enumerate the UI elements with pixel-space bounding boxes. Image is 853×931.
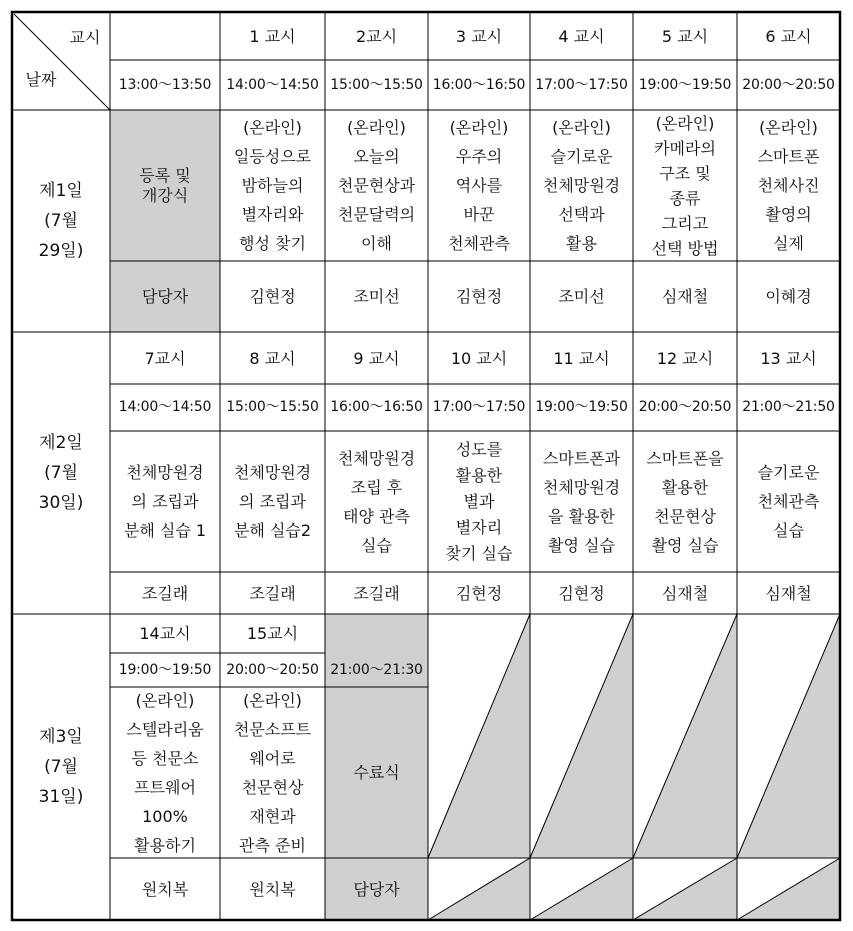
corner-label-period: 교시 [69,27,101,47]
period-header-6: 6 교시 [765,26,812,46]
day1-session-5: (온라인) 카메라의 구조 및 종류 그리고 선택 방법 [651,113,719,258]
day3-instructor-14: 원치복 [141,879,189,899]
day1-session-3: (온라인) 우주의 역사를 바꾼 천체관측 [448,118,510,253]
closing-ceremony: 수료식 [353,763,400,782]
day2-period-13: 13 교시 [760,348,817,368]
period-header-2: 2교시 [355,26,398,46]
opening-ceremony: 등록 및 개강식 [139,165,191,205]
day1-session-6: (온라인) 스마트폰 천체사진 촬영의 실제 [757,118,820,253]
day2-session-10: 성도를 활용한 별과 별자리 찾기 실습 [445,439,513,563]
time-header-3: 16:00～16:50 [432,76,526,93]
time-header-4: 17:00～17:50 [535,76,628,93]
day2-session-12: 스마트폰을 활용한 천문현상 촬영 실습 [646,448,724,555]
day1-instructor-3: 김현정 [455,287,503,306]
time-header-1: 14:00～14:50 [226,76,319,93]
day3-session-15: (온라인) 천문소프트 웨어로 천문현상 재현과 관측 준비 [233,690,312,855]
day2-time-7: 21:00～21:50 [742,399,835,415]
day3-manager-label: 담당자 [353,879,400,899]
day1-instructor-4: 조미선 [558,287,605,306]
day1-session-2: (온라인) 오늘의 천문현상과 천문달력의 이해 [337,118,416,253]
day2-session-8: 천체망원경 의 조립과 분해 실습2 [233,463,312,540]
corner-label-date: 날짜 [25,69,57,89]
day1-session-1: (온라인) 일등성으로 밤하늘의 별자리와 행성 찾기 [233,118,312,253]
time-header-6: 20:00～20:50 [742,76,835,93]
day2-time-1: 14:00～14:50 [118,399,212,415]
day2-period-7: 7교시 [144,348,186,368]
day2-period-12: 12 교시 [656,348,714,368]
day2-session-9: 천체망원경 조립 후 태양 관측 실습 [337,448,416,555]
day2-instructor-12: 심재철 [661,583,709,603]
day1-instructor-1: 김현정 [249,287,296,306]
day2-time-6: 20:00～20:50 [638,399,732,415]
day2-session-7: 천체망원경 의 조립과 분해 실습 1 [123,463,207,540]
day2-instructor-10: 김현정 [455,583,503,603]
day2-instructor-11: 김현정 [558,583,605,603]
day2-period-10: 10 교시 [450,348,508,368]
day2-instructor-13: 심재철 [765,583,812,603]
day2-time-3: 16:00～16:50 [330,399,423,415]
day1-instructor-2: 조미선 [353,287,400,306]
day2-session-13: 슬기로운 천체관측 실습 [757,463,820,540]
time-header-2: 15:00～15:50 [330,76,423,93]
time-header-0: 13:00～13:50 [118,76,212,93]
day3-session-14: (온라인) 스텔라리움 등 천문소 프트웨어 100% 활용하기 [126,690,204,855]
period-header-1: 1 교시 [249,26,296,46]
day1-session-4: (온라인) 슬기로운 천체망원경 선택과 활용 [542,118,621,253]
day2-instructor-9: 조길래 [353,583,400,603]
day3-time-2: 20:00～20:50 [226,661,319,678]
day3-instructor-15: 원치복 [249,879,296,899]
day2-time-2: 15:00～15:50 [226,399,319,415]
day3-period-15: 15교시 [246,624,299,643]
day2-period-9: 9 교시 [353,348,400,368]
period-header-4: 4 교시 [558,26,605,46]
day3-time-1: 19:00～19:50 [118,661,212,678]
day3-time-3: 21:00～21:30 [330,661,423,678]
day2-period-11: 11 교시 [553,348,610,368]
day3-period-14: 14교시 [139,624,191,643]
day1-instructor-5: 심재철 [661,287,709,306]
day2-instructor-8: 조길래 [249,583,296,603]
day-2-label: 제2일 (7월 30일) [38,433,84,513]
day2-period-8: 8 교시 [249,348,296,368]
day1-manager-label: 담당자 [141,287,189,306]
period-header-3: 3 교시 [455,26,503,46]
day1-instructor-6: 이혜경 [765,287,812,306]
day2-time-4: 17:00～17:50 [432,399,526,415]
period-header-5: 5 교시 [661,26,709,46]
day2-session-11: 스마트폰과 천체망원경 을 활용한 촬영 실습 [542,448,621,555]
day2-instructor-7: 조길래 [141,583,189,603]
day-3-label: 제3일 (7월 31일) [38,727,84,807]
day-1-label: 제1일 (7월 29일) [38,181,84,261]
day2-time-5: 19:00～19:50 [535,399,628,415]
time-header-5: 19:00～19:50 [638,76,732,93]
